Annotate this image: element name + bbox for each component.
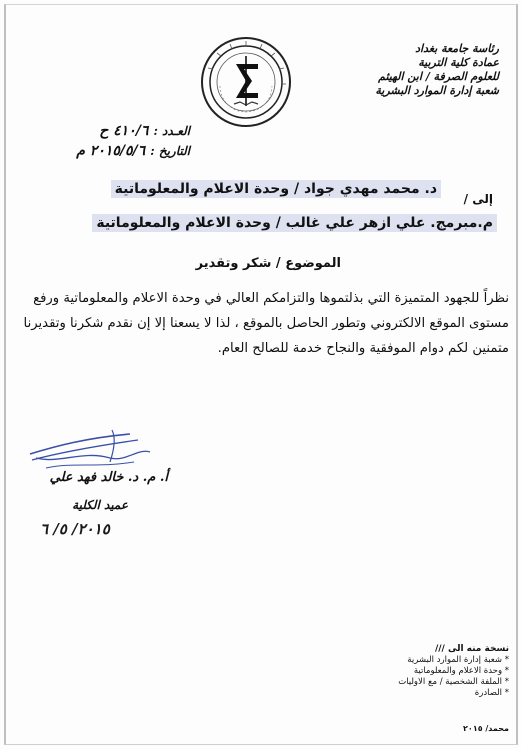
recipient-line-2: م.مبرمج. علي ازهر علي غالب / وحدة الاعلام والمعلوماتية (92, 214, 497, 232)
signatory-title: عميد الكلية (72, 498, 128, 512)
letter-body: نظراً للجهود المتميزة التي بذلتموها والتزامكم العالي في وحدة الاعلام والمعلوماتية ورفع مستوى الموقع الالكتروني وتطور الحاصل بالموقع ، لذا لا يسعنا إلا إن نقدم شكرنا وتقديرنا متمنين لكم دوام الموفقية والنجاح خدمة للصالح العام. (23, 291, 509, 356)
copies-title: نسخة منه الى /// (434, 644, 509, 654)
signature-date: ٢٠١٥/ ٥/ ٦ (40, 520, 110, 538)
header-line-division: شعبة إدارة الموارد البشرية (375, 84, 499, 97)
header-line-college: عمادة كلية التربية (418, 56, 499, 69)
subject-line: الموضوع / شكر وتقدير (195, 256, 341, 271)
recipient-line-1: د. محمد مهدي جواد / وحدة الاعلام والمعلوماتية (111, 180, 441, 198)
reference-number-value: ٤١٠/٦ ح (99, 123, 149, 139)
reference-block (30, 120, 190, 160)
copies-item: * شعبة إدارة الموارد البشرية (407, 655, 509, 665)
reference-date-row (30, 140, 190, 160)
header-line-university: رئاسة جامعة بغداد (415, 42, 499, 55)
reference-number-row (30, 120, 190, 140)
reference-date-label: التاريخ : (150, 144, 190, 158)
copies-item: * الملفة الشخصية / مع الاوليات (398, 677, 509, 687)
signatory-name: أ. م. د. خالد فهد علي (49, 470, 168, 485)
copies-block (329, 643, 509, 699)
institution-header (329, 42, 499, 98)
recipient-to-label: إلى / (463, 192, 493, 206)
college-seal-logo (200, 36, 292, 128)
reference-date-value: ٢٠١٥/٥/٦ م (76, 143, 146, 159)
footer-note: محمد/ ٢٠١٥ (463, 724, 509, 733)
header-line-department: للعلوم الصرفة / ابن الهيثم (378, 70, 499, 83)
reference-number-label: العـدد : (153, 124, 190, 138)
copies-item: * وحدة الاعلام والمعلوماتية (413, 666, 509, 676)
copies-item: * الصادرة (474, 688, 509, 698)
